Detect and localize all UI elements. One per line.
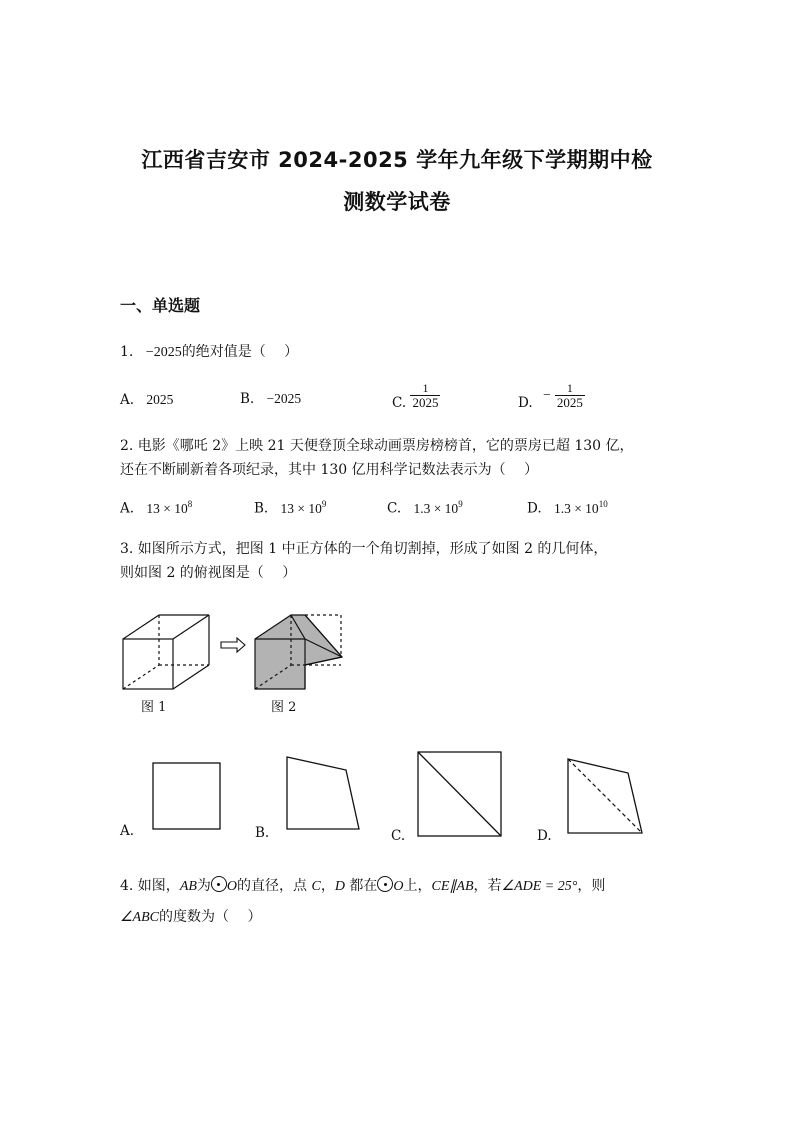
- segment-ab: AB: [179, 879, 197, 894]
- question-2-line-1: 2. 电影《哪吒 2》上映 21 天便登顶全球动画票房榜榜首，它的票房已超 130 亿，: [120, 438, 634, 454]
- question-3-line-1: 3. 如图所示方式，把图 1 中正方体的一个角切割掉，形成了如图 2 的几何体，: [120, 541, 608, 557]
- question-4-text: 上，: [403, 878, 432, 894]
- numerator: 1: [422, 381, 429, 395]
- option-exponent: 9: [321, 499, 327, 509]
- option-label: D.: [537, 828, 552, 844]
- option-label: A.: [120, 392, 135, 408]
- question-4-text: ，则: [577, 878, 606, 894]
- option-c[interactable]: [387, 499, 463, 517]
- question-4-text: 的度数为（ ）: [159, 909, 262, 925]
- option-label: A.: [120, 500, 135, 517]
- question-number: 1.: [120, 344, 134, 360]
- circle-o: O: [226, 879, 238, 894]
- page-title-line-1: 江西省吉安市 2024-2025 学年九年级下学期期中检: [141, 148, 653, 172]
- parallel-condition: CE∥AB: [431, 879, 474, 894]
- option-value: 2025: [146, 392, 174, 407]
- point-c: C: [311, 879, 321, 894]
- section-heading: 一、单选题: [120, 296, 201, 315]
- option-label: C.: [391, 828, 406, 844]
- option-a[interactable]: [120, 392, 173, 408]
- fraction: [555, 382, 585, 409]
- option-a[interactable]: [120, 499, 192, 517]
- option-b[interactable]: [254, 499, 326, 517]
- option-c-shape[interactable]: [415, 749, 505, 839]
- question-4-text: ，: [320, 878, 335, 894]
- option-d[interactable]: [527, 499, 608, 517]
- point-d: D: [334, 879, 345, 894]
- page-title-line-2: 测数学试卷: [343, 190, 451, 214]
- option-d[interactable]: [518, 382, 585, 411]
- option-label: A.: [120, 823, 135, 839]
- question-4-text: 为: [196, 878, 211, 894]
- arrow-icon: [221, 638, 245, 652]
- angle-abc: ∠ABC: [120, 910, 159, 925]
- circle-dot-icon: [211, 876, 227, 892]
- figure-cubes: [115, 605, 355, 700]
- option-label: B.: [255, 825, 270, 841]
- question-1: [120, 340, 298, 365]
- cube-figure-2: [255, 615, 342, 689]
- question-4-text: ，若: [473, 878, 502, 894]
- option-label: D.: [527, 500, 542, 517]
- question-4-prefix: 4. 如图，: [120, 878, 180, 894]
- option-label: C.: [387, 500, 402, 517]
- option-exponent: 8: [187, 499, 193, 509]
- option-base: 13 × 10: [280, 500, 322, 516]
- option-c[interactable]: [391, 828, 405, 844]
- question-4-line-2: [120, 905, 261, 930]
- option-a[interactable]: [120, 823, 134, 839]
- option-d-shape[interactable]: [563, 756, 647, 836]
- angle-ade: ∠ADE = 25°: [501, 879, 578, 894]
- question-2-line-2: 还在不断刷新着各项纪录，其中 130 亿用科学记数法表示为（ ）: [120, 462, 539, 478]
- option-label: B.: [240, 391, 255, 407]
- option-exponent: 9: [458, 499, 463, 509]
- denominator: 2025: [412, 395, 439, 410]
- option-label: D.: [518, 395, 533, 411]
- option-base: 1.3 × 10: [553, 500, 599, 516]
- figure-1-caption: 图 1: [141, 700, 167, 715]
- question-4-line-1: [120, 874, 605, 899]
- circle-dot-icon: [377, 876, 393, 892]
- question-3-line-2: 则如图 2 的俯视图是（ ）: [120, 565, 297, 581]
- figure-2-caption: 图 2: [271, 700, 297, 715]
- question-1-value: −2025: [145, 345, 182, 360]
- circle-o: O: [393, 879, 404, 894]
- option-b[interactable]: [255, 825, 269, 841]
- option-d[interactable]: [537, 828, 552, 844]
- option-exponent: 10: [598, 499, 608, 509]
- question-4-text: 的直径，点: [237, 878, 312, 894]
- question-1-text: 的绝对值是（ ）: [181, 344, 299, 360]
- denominator: 2025: [556, 395, 583, 410]
- minus-sign: −: [542, 387, 551, 402]
- fraction: [410, 382, 440, 409]
- option-b[interactable]: [240, 391, 301, 407]
- option-value: −2025: [266, 391, 302, 406]
- option-base: 13 × 10: [146, 500, 188, 516]
- cube-figure-1: [123, 615, 209, 689]
- option-label: C.: [392, 395, 407, 411]
- option-label: B.: [254, 500, 269, 517]
- option-base: 1.3 × 10: [413, 500, 459, 516]
- option-b-shape[interactable]: [283, 754, 363, 832]
- option-a-shape[interactable]: [150, 760, 225, 832]
- numerator: 1: [566, 381, 573, 395]
- option-c[interactable]: [392, 382, 440, 411]
- question-4-text: 都在: [344, 878, 378, 894]
